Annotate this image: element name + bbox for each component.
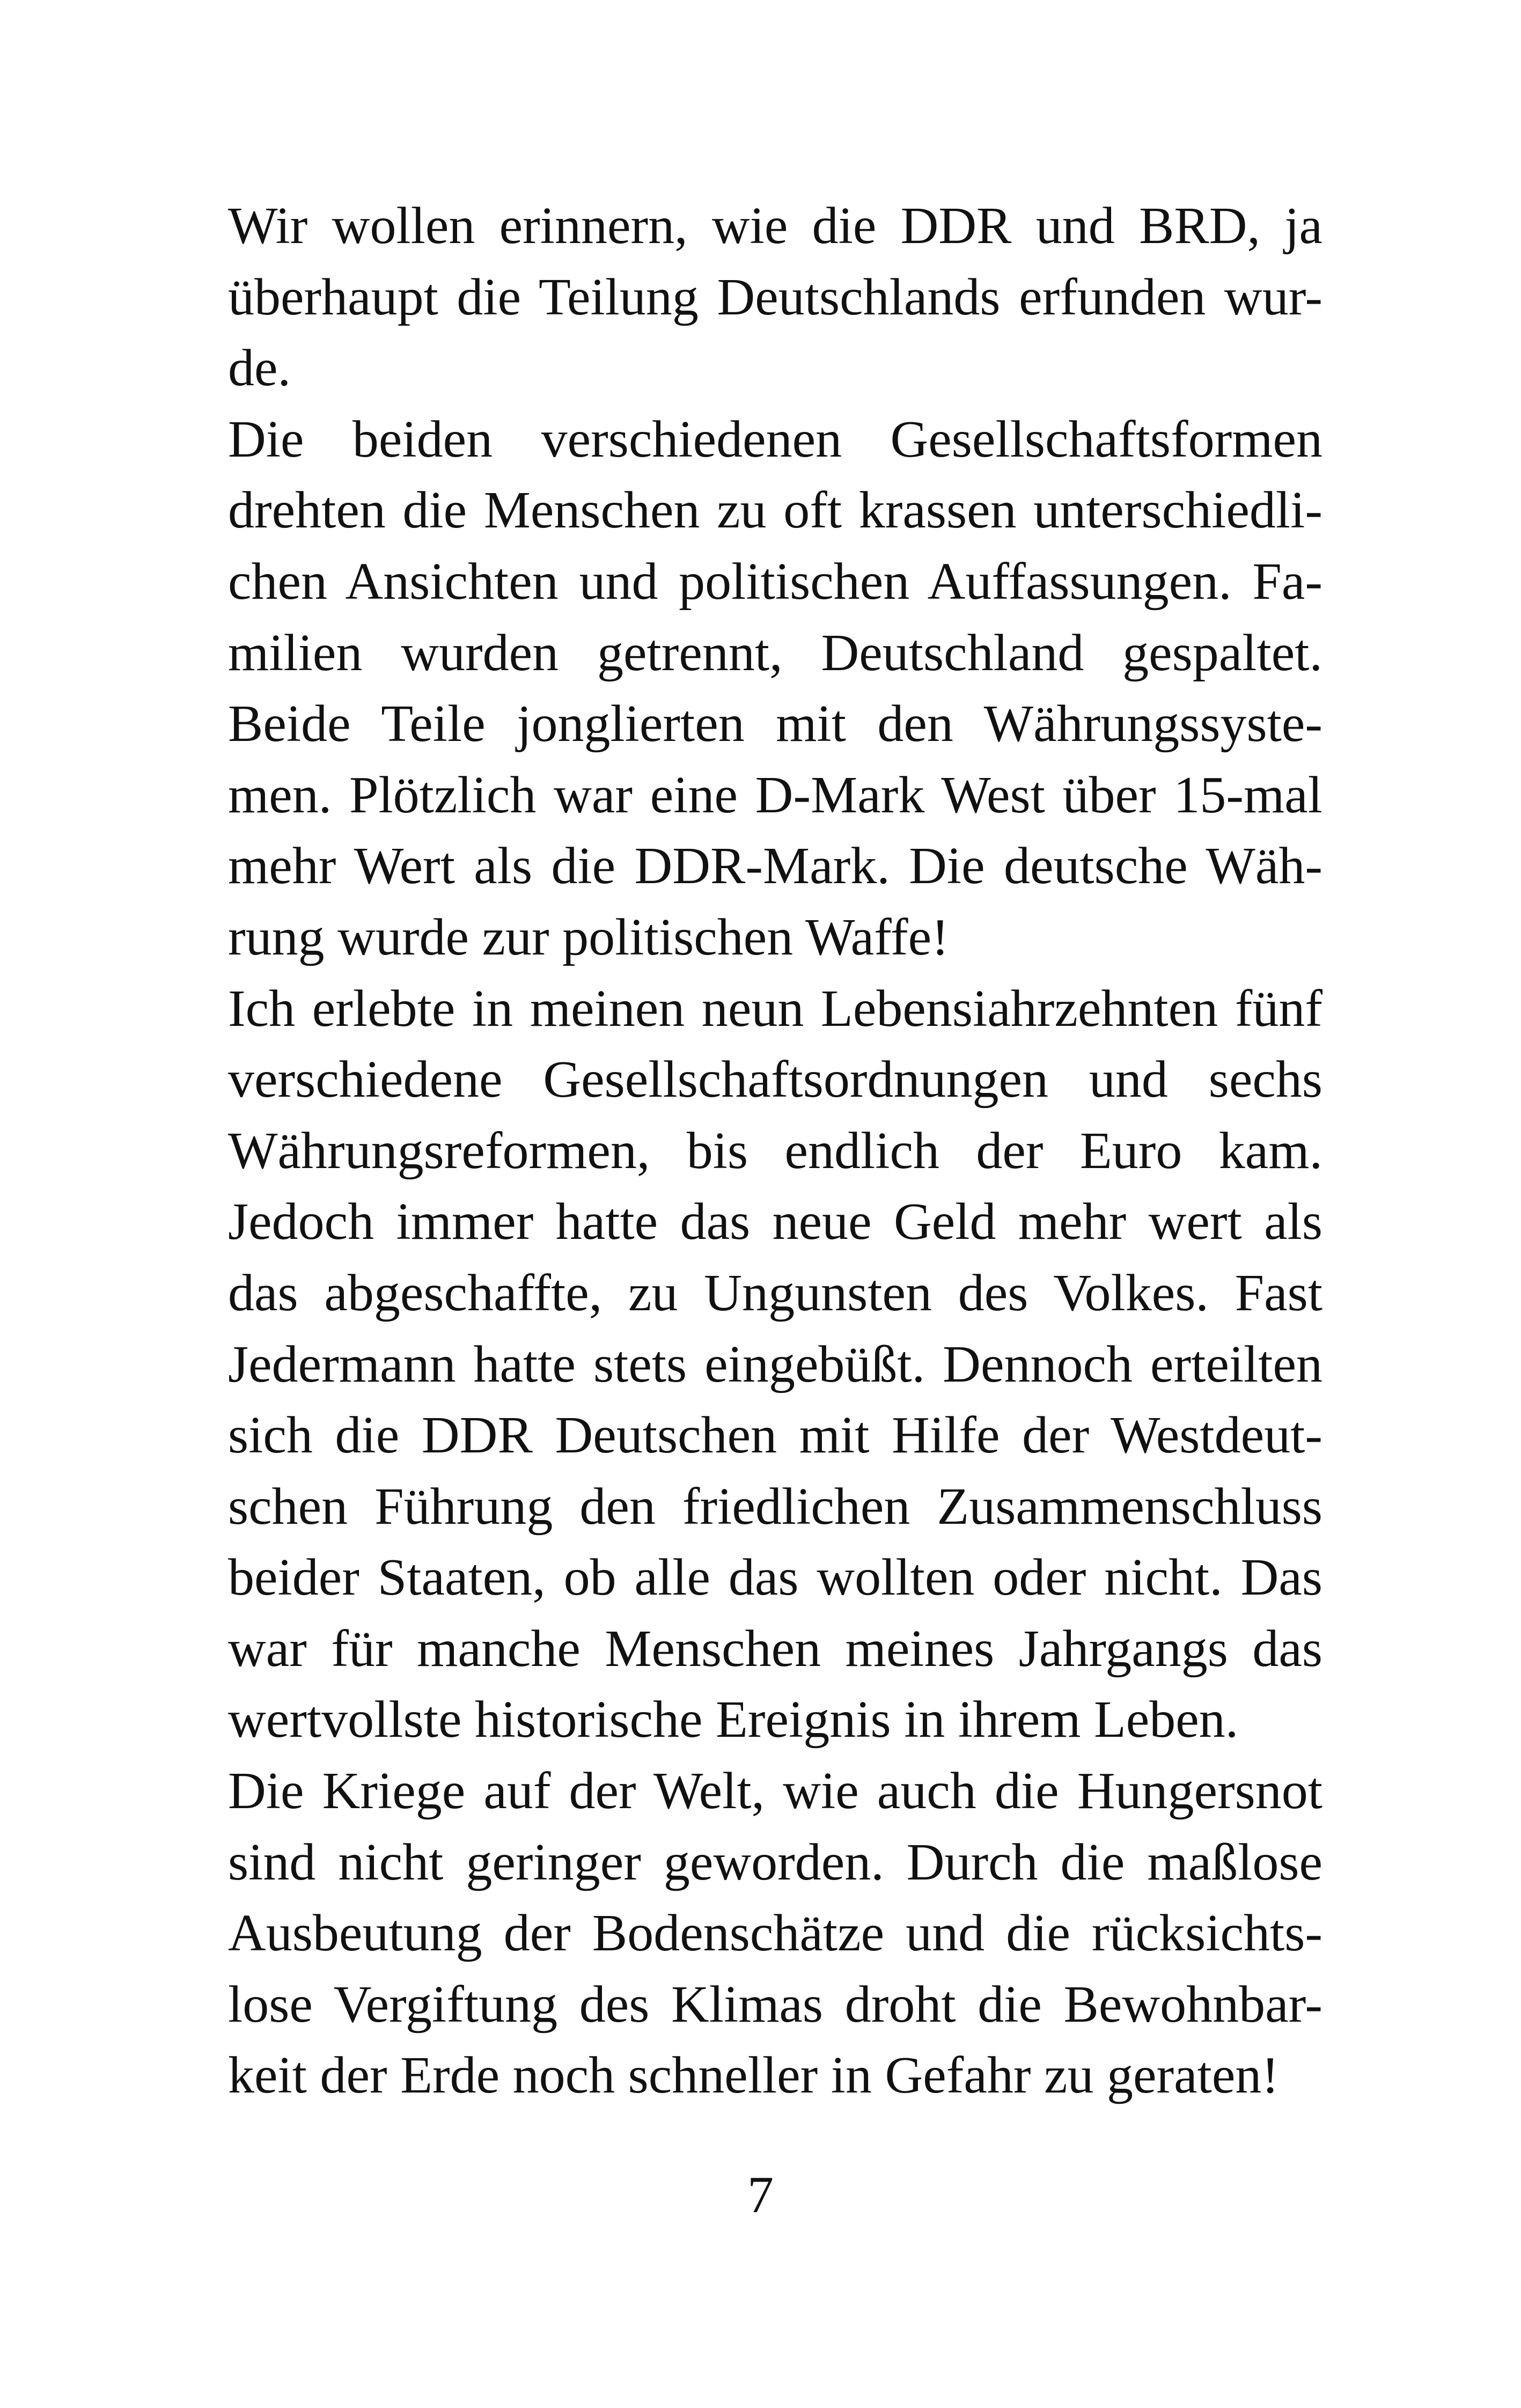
text-line: beider Staaten, ob alle das wollten oder nicht. Das	[228, 1548, 1322, 1607]
body-text	[228, 190, 1322, 2111]
text-line: Jedermann hatte stets eingebüßt. Dennoch erteilten	[228, 1335, 1322, 1393]
text-line: Beide Teile jonglierten mit den Währungssyste-	[228, 695, 1322, 753]
text-line: de.	[228, 339, 291, 398]
text-line: men. Plötzlich war eine D-Mark West über 15-mal	[228, 766, 1322, 824]
text-line: verschiedene Gesellschaftsordnungen und sechs	[228, 1051, 1322, 1109]
text-line: Ausbeutung der Bodenschätze und die rücksichts-	[228, 1904, 1322, 1963]
text-line: drehten die Menschen zu oft krassen unterschiedli-	[228, 481, 1322, 540]
text-line: mehr Wert als die DDR-Mark. Die deutsche Wäh-	[228, 837, 1322, 895]
text-line: sich die DDR Deutschen mit Hilfe der Westdeut-	[228, 1406, 1322, 1465]
text-line: überhaupt die Teilung Deutschlands erfunden wur-	[228, 268, 1322, 326]
text-line: Ich erlebte in meinen neun Lebensiahrzehnten fünf	[228, 979, 1322, 1038]
text-line: Jedoch immer hatte das neue Geld mehr wert als	[228, 1193, 1322, 1251]
text-line: milien wurden getrennt, Deutschland gespaltet.	[228, 623, 1322, 682]
text-line: lose Vergiftung des Klimas droht die Bewohnbar-	[228, 1975, 1322, 2033]
text-line: Die Kriege auf der Welt, wie auch die Hungersnot	[228, 1762, 1322, 1820]
text-line: Wir wollen erinnern, wie die DDR und BRD, ja	[228, 197, 1322, 255]
text-line: rung wurde zur politischen Waffe!	[228, 908, 949, 966]
page-number: 7	[747, 2166, 774, 2224]
text-line: Währungsreformen, bis endlich der Euro kam.	[228, 1121, 1322, 1180]
text-line: keit der Erde noch schneller in Gefahr zu geraten!	[228, 2046, 1280, 2105]
text-line: Die beiden verschiedenen Gesellschaftsformen	[228, 410, 1322, 468]
text-line: das abgeschaffte, zu Ungunsten des Volkes. Fast	[228, 1264, 1322, 1322]
text-line: schen Führung den friedlichen Zusammenschluss	[228, 1477, 1322, 1536]
text-line: war für manche Menschen meines Jahrgangs das	[228, 1619, 1322, 1678]
text-line: chen Ansichten und politischen Auffassungen. Fa-	[228, 552, 1322, 611]
text-line: sind nicht geringer geworden. Durch die maßlose	[228, 1833, 1322, 1891]
text-line: wertvollste historische Ereignis in ihrem Leben.	[228, 1691, 1239, 1749]
